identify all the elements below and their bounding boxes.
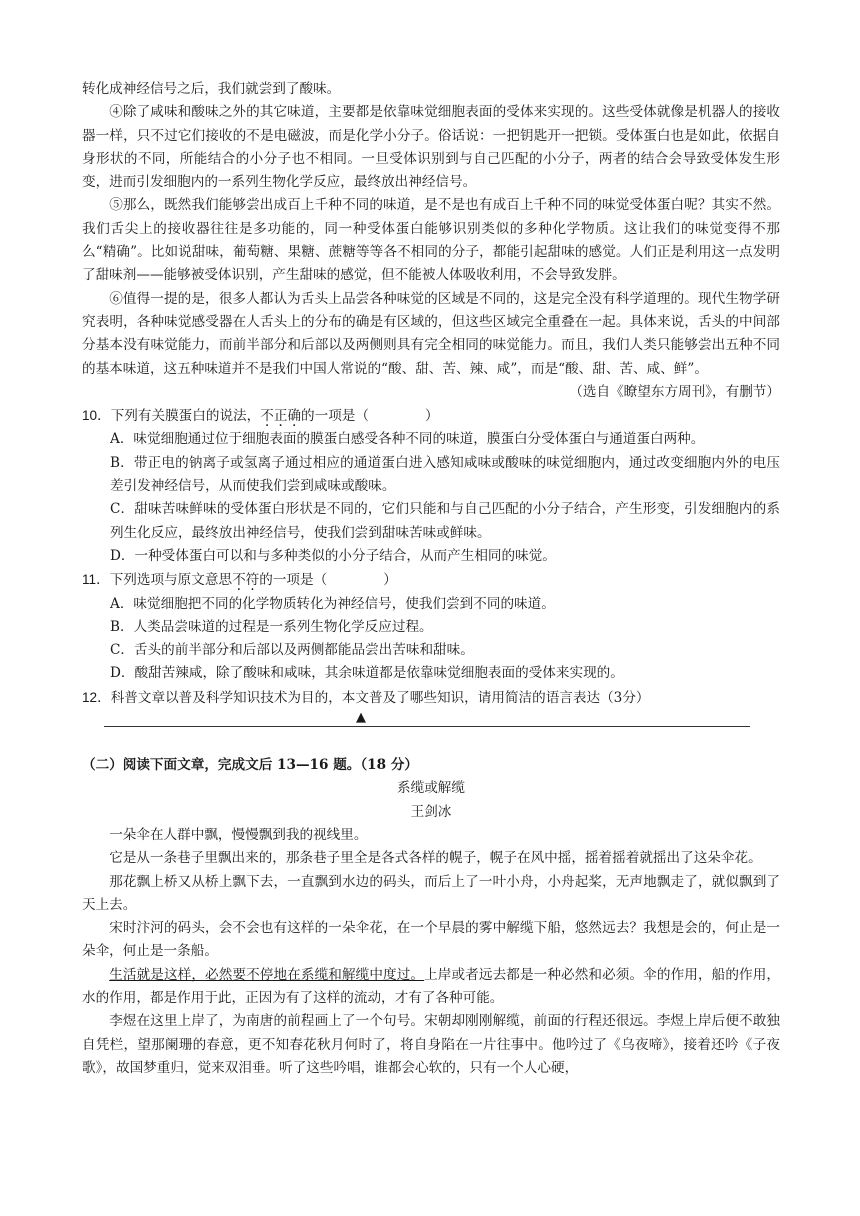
question-11-stem bbox=[82, 568, 780, 592]
emphasis-char: 符 bbox=[245, 572, 260, 589]
question-10-option-d: D．一种受体蛋白可以和与多种类似的小分子结合，从而产生相同的味觉。 bbox=[110, 547, 556, 564]
answer-paren-close: ） bbox=[383, 572, 397, 589]
question-10-stem-post: 的一项是（ bbox=[301, 408, 369, 425]
article-paragraph-5 bbox=[82, 964, 780, 1011]
article-paragraph-6: 李煜在这里上岸了，为南唐的前程画上了一个句号。宋朝却刚刚解缆，前面的行程还很远。李煜上岸后便不敢独自凭栏，望那阑珊的春意，更不知春花秋月何时了，将自身陷在一片往事中。他吟过了《乌夜啼》，接着还吟《子夜歌》，故国梦重归，觉来双泪垂。听了这些吟唱，谁都会心软的，只有一个人心硬， bbox=[82, 1013, 780, 1076]
answer-line bbox=[82, 710, 780, 740]
question-10-stem bbox=[82, 404, 780, 428]
question-11-number: 11． bbox=[82, 572, 110, 588]
passage-paragraph-6: ⑥值得一提的是，很多人都认为舌头上品尝各种味觉的区域是不同的，这是完全没有科学道理的。现代生物学研究表明，各种味觉感受器在人舌头上的分布的确是有区域的，但这些区域完全重叠在一起。具体来说，舌头的中间部分基本没有味觉能力，而前半部分和后部以及两侧则具有完全相同的味觉能力。而且，我们人类只能够尝出五种不同的基本味道，这五种味道并不是我们中国人常说的“酸、甜、苦、辣、咸”，而是“酸、甜、苦、咸、鲜”。 bbox=[82, 290, 780, 377]
emphasis-char: 不 bbox=[232, 572, 246, 589]
article-paragraph-4: 宋时汴河的码头，会不会也有这样的一朵伞花，在一个早晨的雾中解缆下船，悠然远去？我想是会的，何止是一朵伞，何止是一条船。 bbox=[82, 920, 780, 960]
section-2-heading: （二）阅读下面文章，完成文后 13—16 题。（18 分） bbox=[82, 757, 419, 774]
passage-source: （选自《瞭望东方周刊》，有删节） bbox=[569, 383, 780, 400]
question-12-text: 科普文章以普及科学知识技术为目的，本文普及了哪些知识，请用简洁的语言表达（3分） bbox=[110, 689, 650, 706]
question-11-stem-pre: 下列选项与原文意思 bbox=[109, 572, 233, 589]
passage-paragraph-5: ⑤那么，既然我们能够尝出成百上千种不同的味道，是不是也有成百上千种不同的味觉受体蛋白呢？其实不然。我们舌尖上的接收器往往是多功能的，同一种受体蛋白能够识别类似的多种化学物质。这让我们的味觉变得不那么“精确”。比如说甜味，葡萄糖、果糖、蔗糖等等各不相同的分子，都能引起甜味的感觉。人们正是利用这一点发明了甜味剂——能够被受体识别，产生甜味的感觉，但不能被人体吸收利用，不会导致发胖。 bbox=[82, 197, 780, 284]
answer-paren-close: ） bbox=[425, 408, 439, 425]
article-title: 系缆或解缆 bbox=[397, 780, 465, 797]
question-10-option-b: B．带正电的钠离子或氢离子通过相应的通道蛋白进入感知咸味或酸味的味觉细胞内，通过改变细胞内外的电压差引发神经信号，从而使我们尝到咸味或酸味。 bbox=[110, 454, 780, 495]
question-10-option-c: C．甜味苦味鲜味的受体蛋白形状是不同的，它们只能和与自己匹配的小分子结合，产生形变，引发细胞内的系列生化反应，最终放出神经信号，使我们尝到甜味苦味或鲜味。 bbox=[110, 501, 780, 541]
question-11-stem-post: 的一项是（ bbox=[259, 572, 328, 589]
question-12-stem bbox=[82, 686, 780, 710]
article-paragraph-2: 它是从一条巷子里飘出来的，那条巷子里全是各式各样的幌子，幌子在风中摇，摇着摇着就摇出了这朵伞花。 bbox=[109, 850, 762, 867]
question-10-stem-pre: 下列有关膜蛋白的说法， bbox=[110, 408, 261, 425]
question-11-option-c: C．舌头的前半部分和后部以及两侧都能品尝出苦味和甜味。 bbox=[110, 642, 474, 659]
passage-paragraph-continued: 转化成神经信号之后，我们就尝到了酸味。 bbox=[82, 81, 341, 97]
question-11-option-d: D．酸甜苦辣咸，除了酸味和咸味，其余味道都是依靠味觉细胞表面的受体来实现的。 bbox=[110, 665, 624, 682]
article-author: 王剑冰 bbox=[410, 803, 452, 820]
question-11-option-a: A．味觉细胞把不同的化学物质转化为神经信号，使我们尝到不同的味道。 bbox=[110, 595, 555, 612]
article-paragraph-1: 一朵伞在人群中飘，慢慢飘到我的视线里。 bbox=[109, 826, 368, 843]
question-12-number: 12． bbox=[82, 689, 111, 705]
emphasis-char: 正 bbox=[273, 408, 288, 425]
answer-rule bbox=[104, 726, 750, 727]
question-11-option-b: B．人类品尝味道的过程是一系列生物化学反应过程。 bbox=[110, 618, 433, 635]
underlined-sentence: 生活就是这样，必然要不停地在系缆和解缆中度过。 bbox=[109, 966, 425, 983]
emphasis-char: 确 bbox=[287, 408, 302, 425]
question-10-number: 10． bbox=[82, 408, 111, 424]
passage-paragraph-4: ④除了咸味和酸味之外的其它味道，主要都是依靠味觉细胞表面的受体来实现的。这些受体就像是机器人的接收器一样，只不过它们接收的不是电磁波，而是化学小分子。俗话说：一把钥匙开一把锁。受体蛋白也是如此，依据自身形状的不同，所能结合的小分子也不相同。一旦受体识别到与自己匹配的小分子，两者的结合会导致受体发生形变，进而引发细胞内的一系列生物化学反应，最终放出神经信号。 bbox=[82, 104, 780, 191]
article-paragraph-5-rest: 上岸或者远去都是一种必然和必须。伞的作用，船的作用，水的作用，都是作用于此，正因为有了这样的流动，才有了各种可能。 bbox=[82, 966, 781, 1006]
page-content bbox=[82, 78, 780, 1080]
triangle-marker-icon: ▲ bbox=[356, 710, 366, 726]
question-10-option-a: A．味觉细胞通过位于细胞表面的膜蛋白感受各种不同的味道，膜蛋白分受体蛋白与通道蛋白两种。 bbox=[110, 431, 705, 448]
article-paragraph-3: 那花飘上桥又从桥上飘下去，一直飘到水边的码头，而后上了一叶小舟，小舟起桨，无声地飘走了，就似飘到了天上去。 bbox=[82, 873, 780, 913]
emphasis-char: 不 bbox=[260, 408, 274, 425]
